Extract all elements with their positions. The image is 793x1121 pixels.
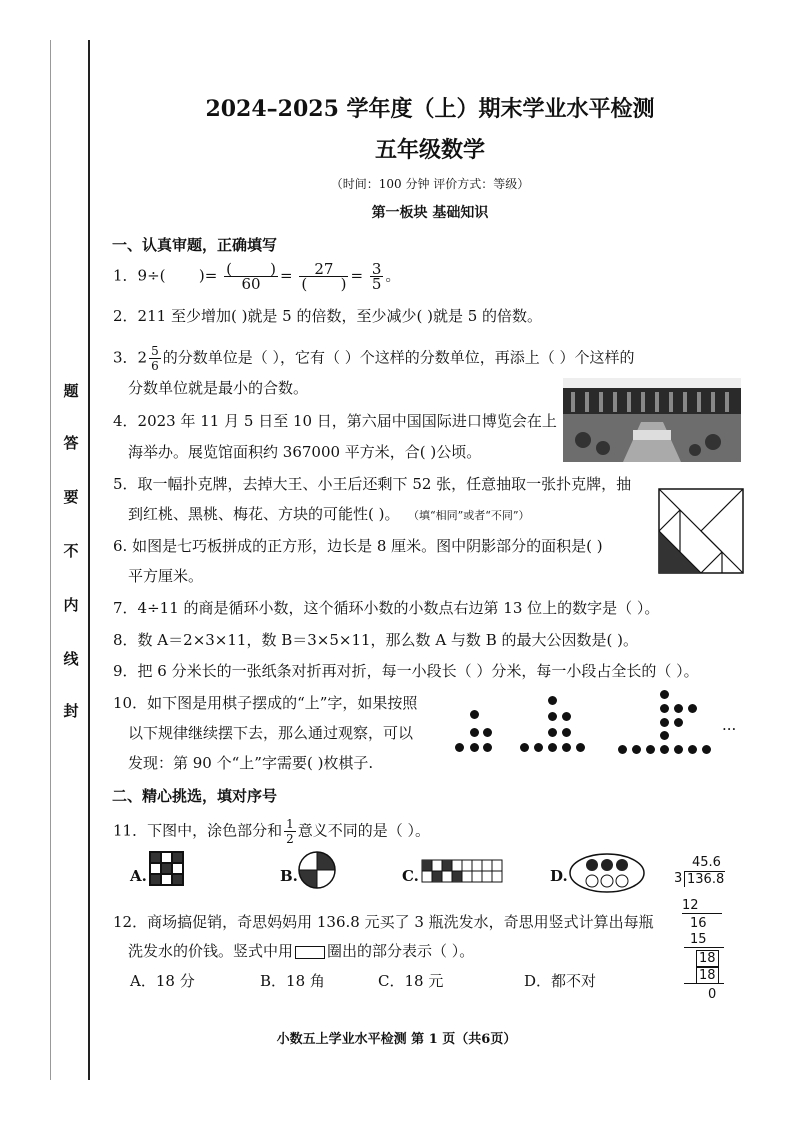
q12-option-a: A．18 分 [130,972,195,990]
q12-option-d: D．都不对 [524,972,597,990]
question-5: 5．取一幅扑克牌，去掉大王、小王后还剩下 52 张，任意抽取一张扑克牌，抽 [113,475,632,493]
question-3: 3．2 $\frac{5}{6}$ 的分数单位是（ ），它有（ ）个这样的分数单位，再添上（ ）个这样的 [113,344,635,373]
binding-line [88,40,90,1080]
question-10: 10．如下图是用棋子摆成的“上”字，如果按照 [113,694,418,712]
seal-char: 答 [63,434,79,452]
divisor: 3 [674,871,683,886]
binding-line-outer [50,40,51,1080]
section-1-title: 一、认真审题，正确填写 [112,236,278,254]
seal-char: 封 [63,702,79,720]
step-3: 15 [684,932,724,948]
question-8: 8．数 A＝2×3×11，数 B＝3×5×11，那么数 A 与数 B 的最大公因数是( )。 [113,631,638,649]
expo-hall-photo [563,378,741,462]
step-5-boxed: 18 [696,967,719,984]
option-b-label: B. [280,867,298,885]
step-2: 16 [690,916,707,931]
question-4-line2: 海举办。展览馆面积约 367000 平方米，合( )公顷。 [128,443,482,461]
question-5-line2: 到红桃、黑桃、梅花、方块的可能性( )。 （填“相同”或者“不同”） [128,505,530,523]
question-12: 12．商场搞促销，奇思妈妈用 136.8 元买了 3 瓶洗发水，奇思用竖式计算出每瓶 [113,913,654,931]
quotient: 45.6 [692,855,721,870]
question-9: 9．把 6 分米长的一张纸条对折再对折，每一小段长（ ）分米，每一小段占全长的（ ）。 [113,662,699,680]
question-6-line2: 平方厘米。 [128,567,204,585]
seal-char: 线 [63,650,79,668]
section-2-title: 二、精心挑选，填对序号 [112,787,278,805]
pattern-ellipsis: ··· [722,720,737,738]
seal-char: 要 [63,488,79,506]
question-6: 6. 如图是七巧板拼成的正方形，边长是 8 厘米。图中阴影部分的面积是( ) [113,537,603,555]
seal-char: 不 [63,542,79,560]
option-a-grid [149,851,184,886]
question-10-line2: 以下规律继续摆下去，那么通过观察，可以 [128,724,414,742]
seal-char: 题 [63,382,79,400]
exam-info: （时间：100 分钟 评价方式：等级） [330,177,530,191]
circle-box-icon [295,946,325,959]
dividend: 136.8 [684,871,725,887]
option-b-circle [297,850,337,890]
question-12-line2: 洗发水的价钱。竖式中用 圈出的部分表示（ ）。 [128,942,475,960]
remainder: 0 [708,987,717,1002]
page-footer: 小数五上学业水平检测 第 1 页（共6页） [276,1032,517,1047]
page-title: 2024–2025 学年度（上）期末学业水平检测 [205,96,655,122]
question-3-line2: 分数单位就是最小的合数。 [128,379,309,397]
question-2: 2．211 至少增加( )就是 5 的倍数，至少减少( )就是 5 的倍数。 [113,307,543,325]
option-c-label: C. [402,867,419,885]
tangram-figure [658,488,744,574]
option-c-strip [421,859,503,883]
question-11: 11．下图中，涂色部分和 $\frac{1}{2}$ 意义不同的是（ ）。 [113,817,431,846]
page-subtitle: 五年级数学 [374,137,485,163]
question-1: 1．9÷( )= $\frac{( )}{60}$ = $\frac{27}{( )}$ = $\frac{3}{5}$ 。 [113,260,401,293]
question-7: 7．4÷11 的商是循环小数，这个循环小数的小数点右边第 13 位上的数字是（ ）。 [113,599,660,617]
step-1: 12 [682,898,722,914]
option-d-circles [568,852,646,894]
option-d-label: D. [550,867,568,885]
seal-char: 内 [63,596,79,614]
question-10-line3: 发现：第 90 个“上”字需要( )枚棋子. [128,754,374,772]
step-4-boxed: 18 [696,950,719,967]
option-a-label: A. [130,867,147,885]
q12-option-b: B．18 角 [260,972,325,990]
chess-pattern [450,690,740,760]
question-4: 4．2023 年 11 月 5 日至 10 日，第六届中国国际进口博览会在上 [113,412,557,430]
block-title: 第一板块 基础知识 [371,205,489,221]
q12-option-c: C．18 元 [378,972,444,990]
